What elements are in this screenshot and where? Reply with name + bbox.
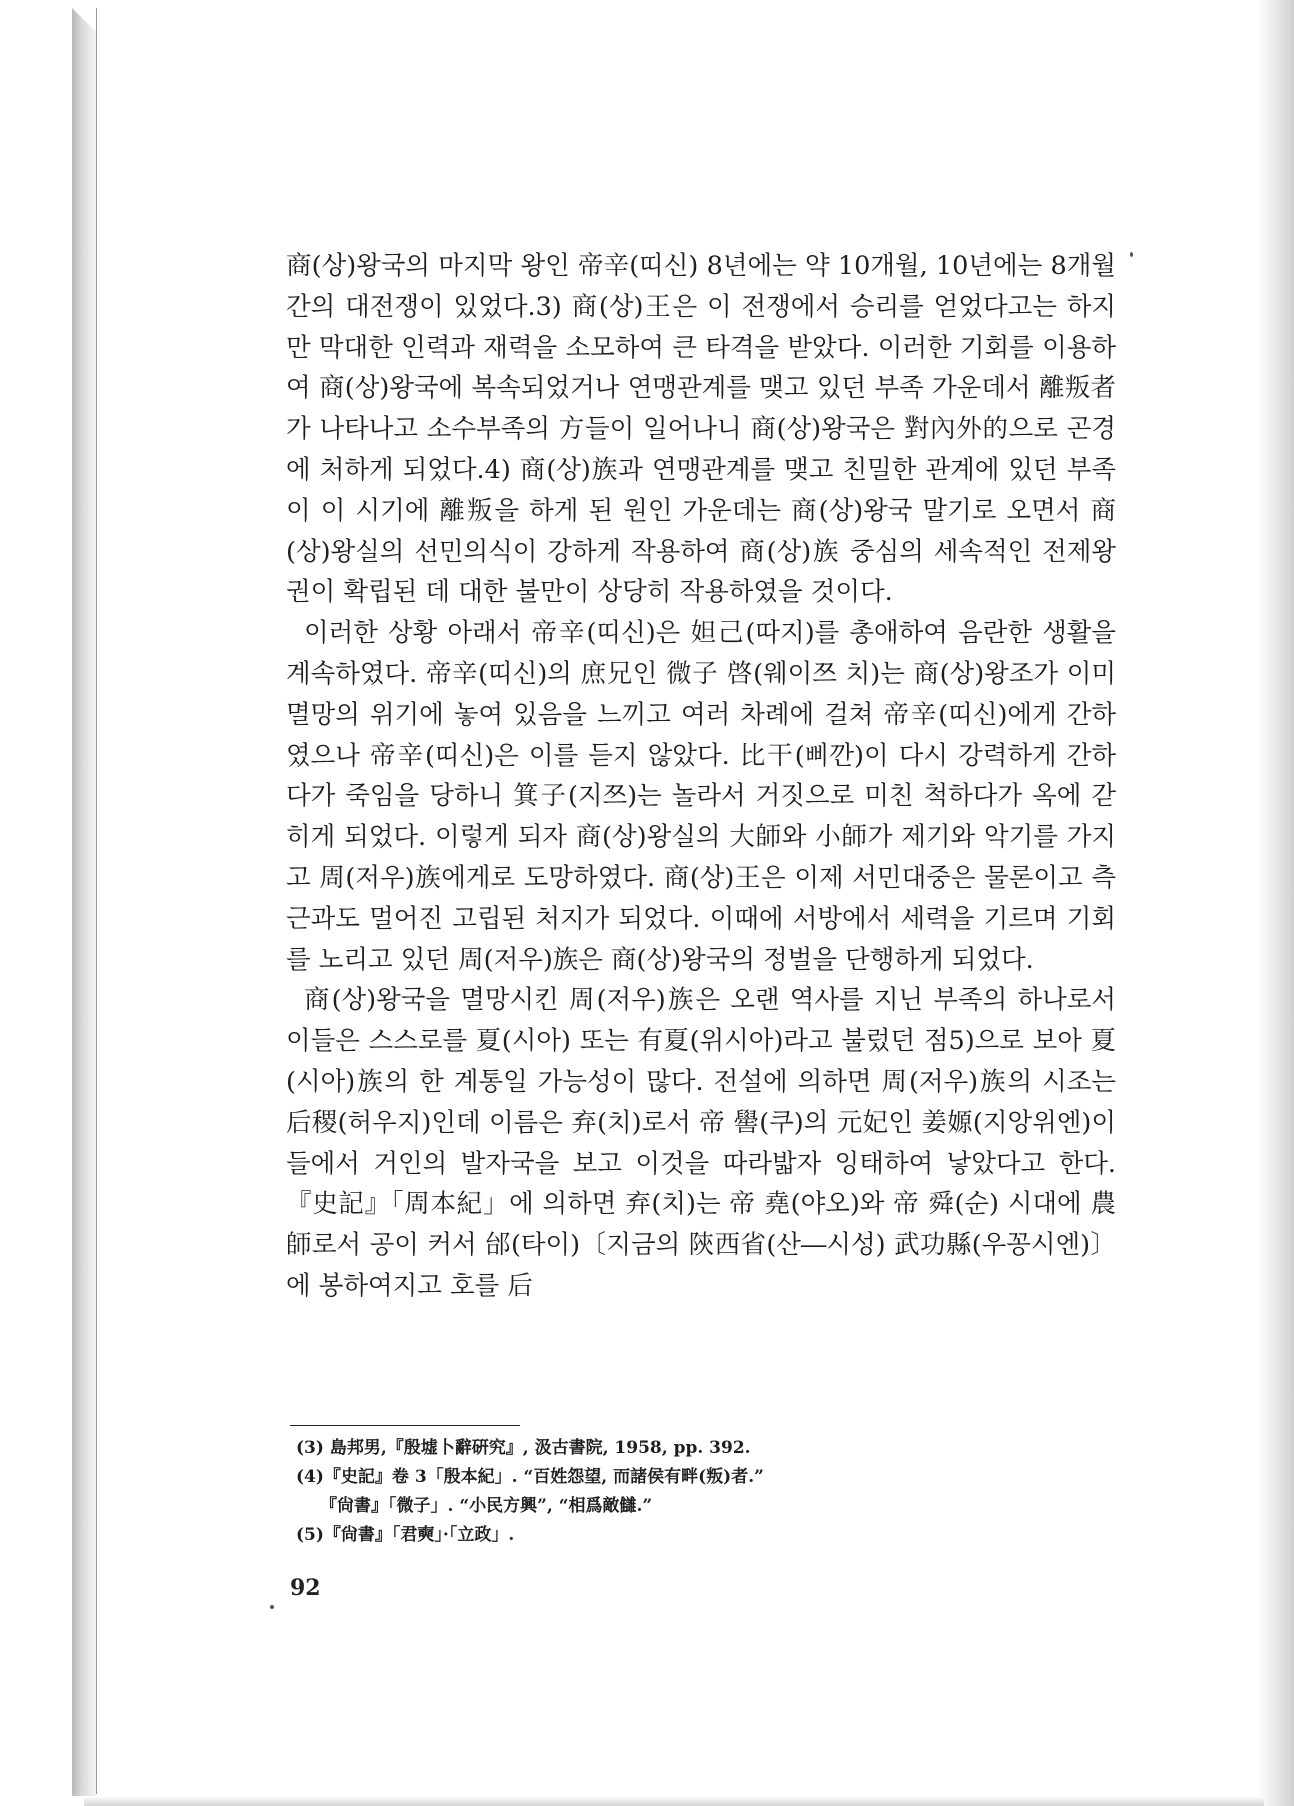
scan-speck <box>270 1605 274 1609</box>
paragraph-2: 이러한 상황 아래서 帝辛(띠신)은 妲己(따지)를 총애하여 음란한 생활을 계속하였다. 帝辛(띠신)의 庶兄인 微子 啓(웨이쯔 치)는 商(상)왕조가 이미 멸망의 위기에 놓여 있음을 느끼고 여러 차례에 걸쳐 帝辛(띠신)에게 간하였으나 帝辛(띠신)은 이를 듣지 않았다. 比干(삐깐)이 다시 강력하게 간하다가 죽임을 당하니 箕子(지쯔)는 놀라서 거짓으로 미친 척하다가 옥에 갇히게 되었다. 이렇게 되자 商(상)왕실의 大師와 小師가 제기와 악기를 가지고 周(저우)族에게로 도망하였다. 商(상)王은 이제 서민대중은 물론이고 측근과도 멀어진 고립된 처지가 되었다. 이때에 서방에서 세력을 기르며 기회를 노리고 있던 周(저우)族은 商(상)왕국의 정벌을 단행하게 되었다. <box>286 618 1116 975</box>
footnote-4-continued: 『尙書』「微子」. “小民方興”, “相爲敵讎.” <box>320 1496 653 1516</box>
paragraph-3: 商(상)왕국을 멸망시킨 周(저우)族은 오랜 역사를 지닌 부족의 하나로서 이들은 스스로를 夏(시아) 또는 有夏(위시아)라고 불렀던 점5)으로 보아 夏(시아)族의 한 계통일 가능성이 많다. 전설에 의하면 周(저우)族의 시조는 后稷(허우지)인데 이름은 弃(치)로서 帝 嚳(쿠)의 元妃인 姜嫄(지앙위엔)이 들에서 거인의 발자국을 보고 이것을 따라밟자 잉태하여 낳았다고 한다.『史記』「周本紀」에 의하면 弃(치)는 帝 堯(야오)와 帝 舜(순) 시대에 農師로서 공이 커서 邰(타이)〔지금의 陝西省(산―시성) 武功縣(우꽁시엔)〕에 봉하여지고 호를 后 <box>286 985 1116 1301</box>
footnote-5: (5)『尙書』「君奭」·「立政」. <box>296 1525 515 1545</box>
body-text <box>286 246 1116 1307</box>
page-edge-left <box>72 8 96 1796</box>
page-number: 92 <box>290 1575 321 1601</box>
footnotes <box>296 1434 1116 1550</box>
scan-speck <box>1130 252 1133 257</box>
footnote-divider <box>290 1425 520 1426</box>
footnote-4: (4)『史記』卷 3「殷本紀」. “百姓怨望, 而諸侯有畔(叛)者.” <box>296 1467 764 1487</box>
page-edge-bottom <box>84 1796 1264 1806</box>
footnote-3: (3) 島邦男,『殷墟卜辭硏究』, 汲古書院, 1958, pp. 392. <box>296 1438 751 1458</box>
paragraph-1: 商(상)왕국의 마지막 왕인 帝辛(띠신) 8년에는 약 10개월, 10년에는 8개월간의 대전쟁이 있었다.3) 商(상)王은 이 전쟁에서 승리를 얻었다고는 하지만 막대한 인력과 재력을 소모하여 큰 타격을 받았다. 이러한 기회를 이용하여 商(상)왕국에 복속되었거나 연맹관계를 맺고 있던 부족 가운데서 離叛者가 나타나고 소수부족의 方들이 일어나니 商(상)왕국은 對內外的으로 곤경에 처하게 되었다.4) 商(상)族과 연맹관계를 맺고 친밀한 관계에 있던 부족이 이 시기에 離叛을 하게 된 원인 가운데는 商(상)왕국 말기로 오면서 商(상)왕실의 선민의식이 강하게 작용하여 商(상)族 중심의 세속적인 전제왕권이 확립된 데 대한 불만이 상당히 작용하였을 것이다. <box>286 251 1116 608</box>
page-edge-right <box>1258 0 1294 1806</box>
